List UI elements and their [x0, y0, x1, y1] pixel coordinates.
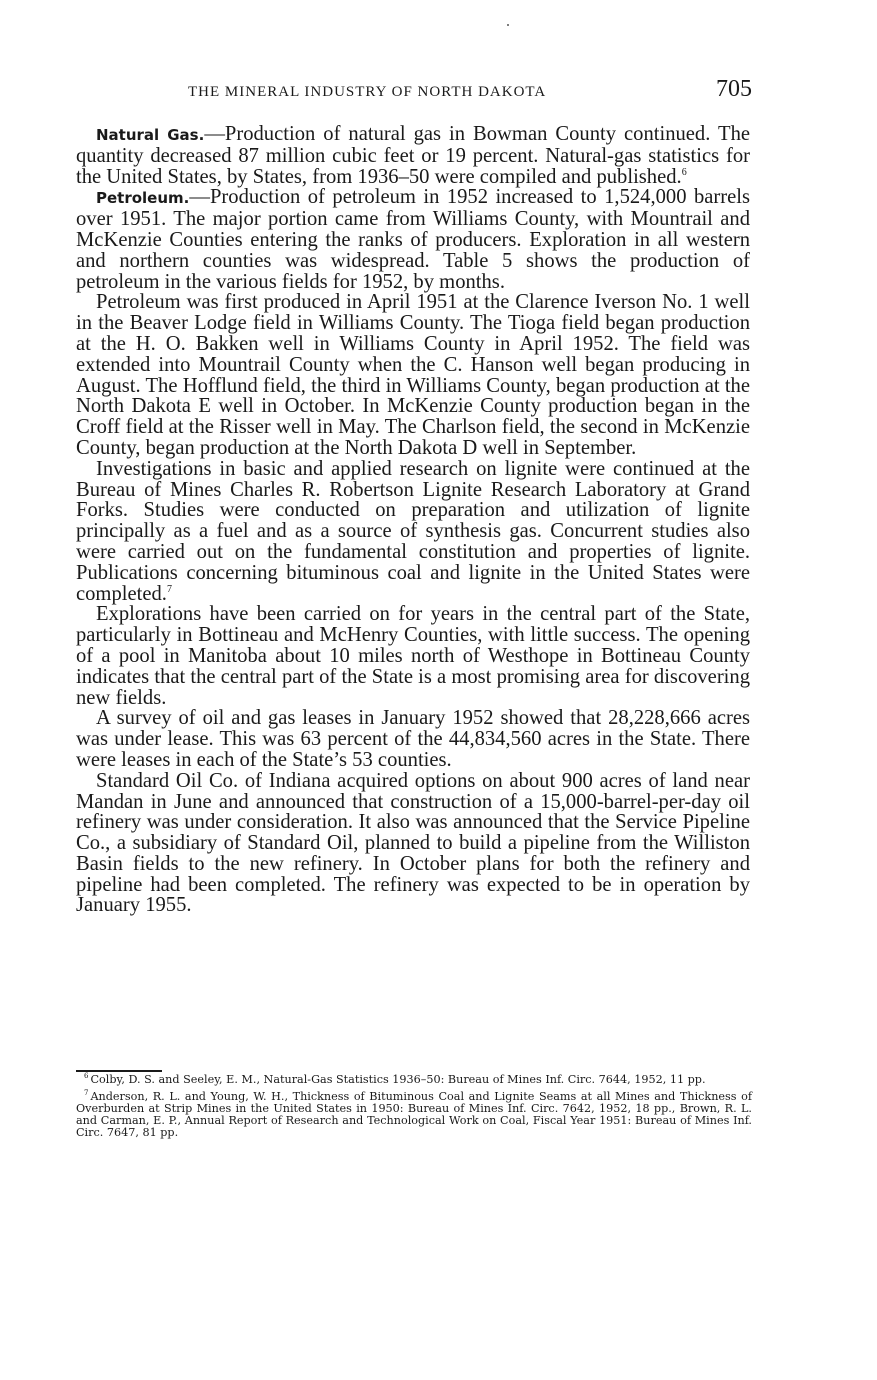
footnote-mark: 6: [84, 1072, 89, 1081]
paragraph-standard-oil: Standard Oil Co. of Indiana acquired options on about 900 acres of land near Mandan in June and announced that construction of a 15,000-barrel-per-day oil refinery was under consideration. It also was announced that the Service Pipeline Co., a subsidiary of Standard Oil, planned to build a pipeline from the Williston Basin fields to the new refinery. In October plans for both the refinery and pipeline had been completed. The refinery was expected to be in operation by January 1955.: [76, 769, 750, 917]
footnote-ref: 7: [166, 583, 172, 595]
section-heading-natural-gas: Natural Gas.: [96, 126, 205, 144]
running-title: THE MINERAL INDUSTRY OF NORTH DAKOTA: [188, 84, 547, 100]
paragraph-text: —Production of natural gas in Bowman County continued. The quantity decreased 87 million cubic feet or 19 percent. Natural-gas statistics for the United States, by States, from 1936–50 were compiled and published.: [76, 123, 751, 188]
paragraph-petroleum: [76, 187, 750, 292]
section-heading-petroleum: Petroleum.: [96, 189, 190, 208]
footnote-rule: [76, 1070, 162, 1072]
paragraph-text: —Production of petroleum in 1952 increased to 1,524,000 barrels over 1951. The major portion came from Williams County, with Mountrail and McKenzie Counties entering the ranks of producers. Exploration in all western and northern counties was widespread. Table 5 shows the production of petroleum in the various fields for 1952, by months.: [76, 186, 750, 293]
body-text: [76, 124, 750, 916]
footnotes: [76, 1074, 752, 1144]
paragraph-first-produced: Petroleum was first produced in April 1951 at the Clarence Iverson No. 1 well in the Beaver Lodge field in Williams County. The Tioga field began production at the H. O. Bakken well in Williams County in April 1952. The field was extended into Mountrail County when the C. Hanson well began producing in August. The Hofflund field, the third in Williams County, began production at the North Dakota E well in October. In McKenzie County production began in the Croff field at the Risser well in May. The Charlson field, the second in McKenzie County, began production at the North Dakota D well in September.: [76, 291, 750, 459]
footnote-7: [76, 1091, 752, 1139]
paragraph-natural-gas: [76, 124, 750, 187]
paragraph-text: Investigations in basic and applied research on lignite were continued at the Bureau of Mines Charles R. Robertson Lignite Research Laboratory at Grand Forks. Studies were conducted on preparation and utilization of lignite principally as a fuel and as a source of synthesis gas. Concurrent studies also were carried out on the fundamental constitution and properties of lignite. Publications concerning bituminous coal and lignite in the United States were completed.: [76, 457, 750, 605]
footnote-mark: 7: [84, 1089, 89, 1098]
paragraph-explorations: Explorations have been carried on for years in the central part of the State, particularly in Bottineau and McHenry Counties, with little success. The opening of a pool in Manitoba about 10 miles north of Westhope in Bottineau County indicates that the central part of the State is a most promising area for discovering new fields.: [76, 603, 750, 709]
footnote-6: [76, 1074, 752, 1086]
footnote-ref: 6: [681, 166, 687, 178]
page-header: [76, 74, 756, 110]
footnote-text: Anderson, R. L. and Young, W. H., Thickness of Bituminous Coal and Lignite Seams at all Mines and Thickness of Overburden at Strip Mines in the United States in 1950: Bureau of Mines Inf. Circ. 7642, 1952, 18 pp., Brown, R. L. and Carman, E. P., Annual Report of Research and Technological Work on Coal, Fiscal Year 1951: Bureau of Mines Inf. Circ. 7647, 81 pp.: [76, 1090, 752, 1139]
scan-speck: [507, 24, 509, 26]
paragraph-lease-survey: A survey of oil and gas leases in January 1952 showed that 28,228,666 acres was under lease. This was 63 percent of the 44,834,560 acres in the State. There were leases in each of the State’s 53 counties.: [76, 707, 750, 771]
page-number: 705: [716, 76, 752, 102]
footnote-text: Colby, D. S. and Seeley, E. M., Natural-Gas Statistics 1936–50: Bureau of Mines Inf. Circ. 7644, 1952, 11 pp.: [90, 1073, 706, 1086]
paragraph-investigations: [76, 459, 750, 605]
